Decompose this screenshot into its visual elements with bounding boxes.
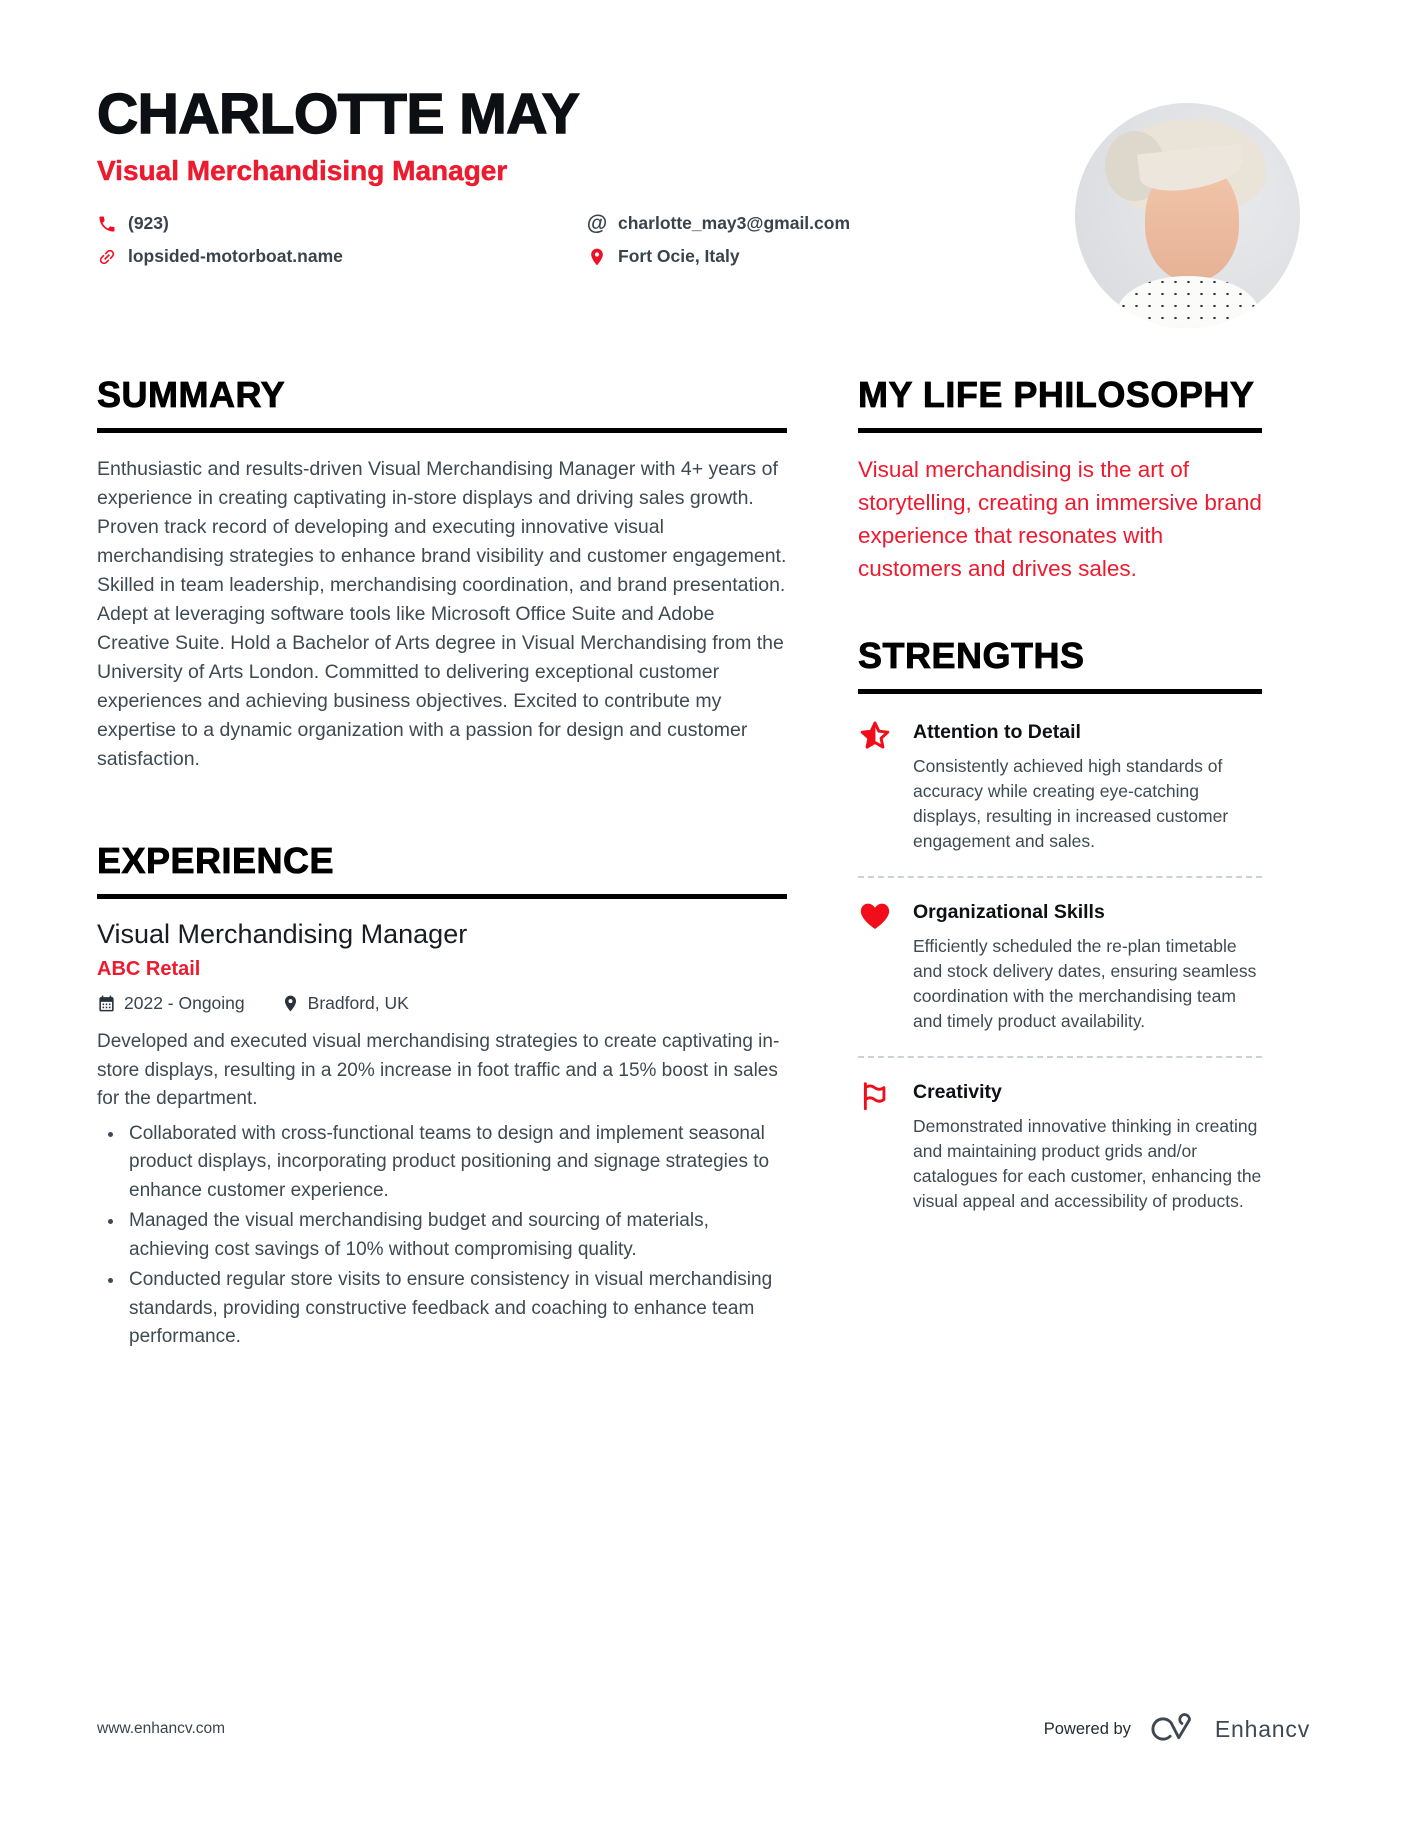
contact-website[interactable]	[97, 246, 587, 267]
strength-text: Efficiently scheduled the re-plan timetable and stock delivery dates, ensuring seamless coordination with the merchandising team and timely product availability.	[913, 936, 1257, 1032]
location-pin-icon	[281, 994, 300, 1013]
header-identity	[97, 82, 851, 267]
experience-heading: EXPERIENCE	[97, 838, 787, 899]
strength-body	[913, 718, 1262, 854]
contact-location-text: Fort Ocie, Italy	[618, 246, 740, 266]
profile-photo	[1075, 103, 1300, 328]
main-content	[0, 372, 1410, 1352]
strength-body	[913, 1078, 1262, 1214]
job-bullet-list	[97, 1120, 787, 1352]
contact-list	[97, 213, 850, 267]
strength-item-attention-to-detail	[858, 698, 1262, 876]
strengths-section	[858, 633, 1262, 1236]
contact-phone-text: (923)	[128, 213, 169, 233]
job-description: Developed and executed visual merchandising strategies to create captivating in-store displays, resulting in a 20% increase in foot traffic and a 15% boost in sales for the department.	[97, 1031, 780, 1110]
person-job-title: Visual Merchandising Manager	[97, 155, 508, 186]
job-meta	[97, 993, 787, 1014]
strengths-heading: STRENGTHS	[858, 633, 1262, 694]
job-bullet: • Managed the visual merchandising budget and sourcing of materials, achieving cost savings of 10% without compromising quality.	[125, 1207, 787, 1264]
job-bullet: • Conducted regular store visits to ensure consistency in visual merchandising standards, providing constructive feedback and coaching to enhance team performance.	[125, 1266, 787, 1352]
avatar-shoulders	[1117, 276, 1259, 328]
flag-icon	[858, 1078, 896, 1214]
strengths-list	[858, 698, 1262, 1236]
calendar-icon	[97, 994, 116, 1013]
location-pin-icon	[587, 247, 607, 267]
summary-text: Enthusiastic and results-driven Visual Merchandising Manager with 4+ years of experience in creating captivating in-store displays and driving sales growth. Proven track record of developing and executing innovative visual merchandising strategies to enhance brand visibility and customer engagement. Skilled in team leadership, merchandising coordination, and brand presentation. Adept at leveraging software tools like Microsoft Office Suite and Adobe Creative Suite. Hold a Bachelor of Arts degree in Visual Merchandising from the University of Arts London. Committed to delivering exceptional customer experiences and achieving business objectives. Excited to contribute my expertise to a dynamic organization with a passion for design and customer satisfaction.	[97, 458, 787, 771]
strength-item-organizational-skills	[858, 876, 1262, 1056]
philosophy-section	[858, 372, 1262, 585]
contact-phone	[97, 213, 587, 234]
star-icon	[858, 718, 896, 854]
strength-title: Creativity	[913, 1081, 1002, 1104]
strength-title: Attention to Detail	[913, 721, 1081, 744]
job-title: Visual Merchandising Manager	[97, 919, 468, 950]
at-icon: @	[586, 212, 608, 235]
strength-body	[913, 898, 1262, 1034]
powered-by-label: Powered by	[1043, 1719, 1131, 1738]
left-column	[97, 372, 787, 1352]
header	[0, 0, 1410, 328]
experience-section	[97, 838, 787, 1352]
company-name: ABC Retail	[97, 958, 201, 981]
footer	[97, 1712, 1310, 1746]
job-location-text: Bradford, UK	[307, 993, 409, 1014]
enhancv-brand-name[interactable]: Enhancv	[1214, 1715, 1310, 1742]
strength-text: Demonstrated innovative thinking in creating and maintaining product grids and/or catalogues for each customer, enhancing the visual appeal and accessibility of products.	[913, 1116, 1262, 1212]
job-location	[281, 993, 409, 1014]
link-icon	[97, 247, 117, 267]
phone-icon	[97, 214, 117, 234]
contact-email-text: charlotte_may3@gmail.com	[618, 213, 851, 233]
strength-item-creativity	[858, 1056, 1262, 1236]
contact-email[interactable]	[587, 213, 850, 234]
philosophy-text: Visual merchandising is the art of storytelling, creating an immersive brand experience that resonates with customers and drives sales.	[858, 457, 1262, 582]
job-bullet: • Collaborated with cross-functional teams to design and implement seasonal product displays, incorporating product positioning and signage strategies to enhance customer experience.	[125, 1120, 787, 1206]
summary-heading: SUMMARY	[97, 372, 787, 433]
job-dates	[97, 993, 245, 1014]
strength-text: Consistently achieved high standards of accuracy while creating eye-catching displays, resulting in increased customer engagement and sales.	[913, 756, 1229, 852]
right-column	[858, 372, 1262, 1352]
footer-branding	[1044, 1712, 1310, 1746]
heart-icon	[858, 898, 896, 1034]
summary-section	[97, 372, 787, 774]
philosophy-heading: MY LIFE PHILOSOPHY	[858, 372, 1262, 433]
footer-website-link[interactable]: www.enhancv.com	[97, 1720, 226, 1737]
strength-title: Organizational Skills	[913, 901, 1105, 924]
contact-location	[587, 246, 850, 267]
job-dates-text: 2022 - Ongoing	[124, 993, 245, 1014]
contact-website-text: lopsided-motorboat.name	[128, 246, 343, 266]
person-name: CHARLOTTE MAY	[97, 82, 580, 146]
enhancv-logo-icon[interactable]	[1146, 1712, 1200, 1746]
